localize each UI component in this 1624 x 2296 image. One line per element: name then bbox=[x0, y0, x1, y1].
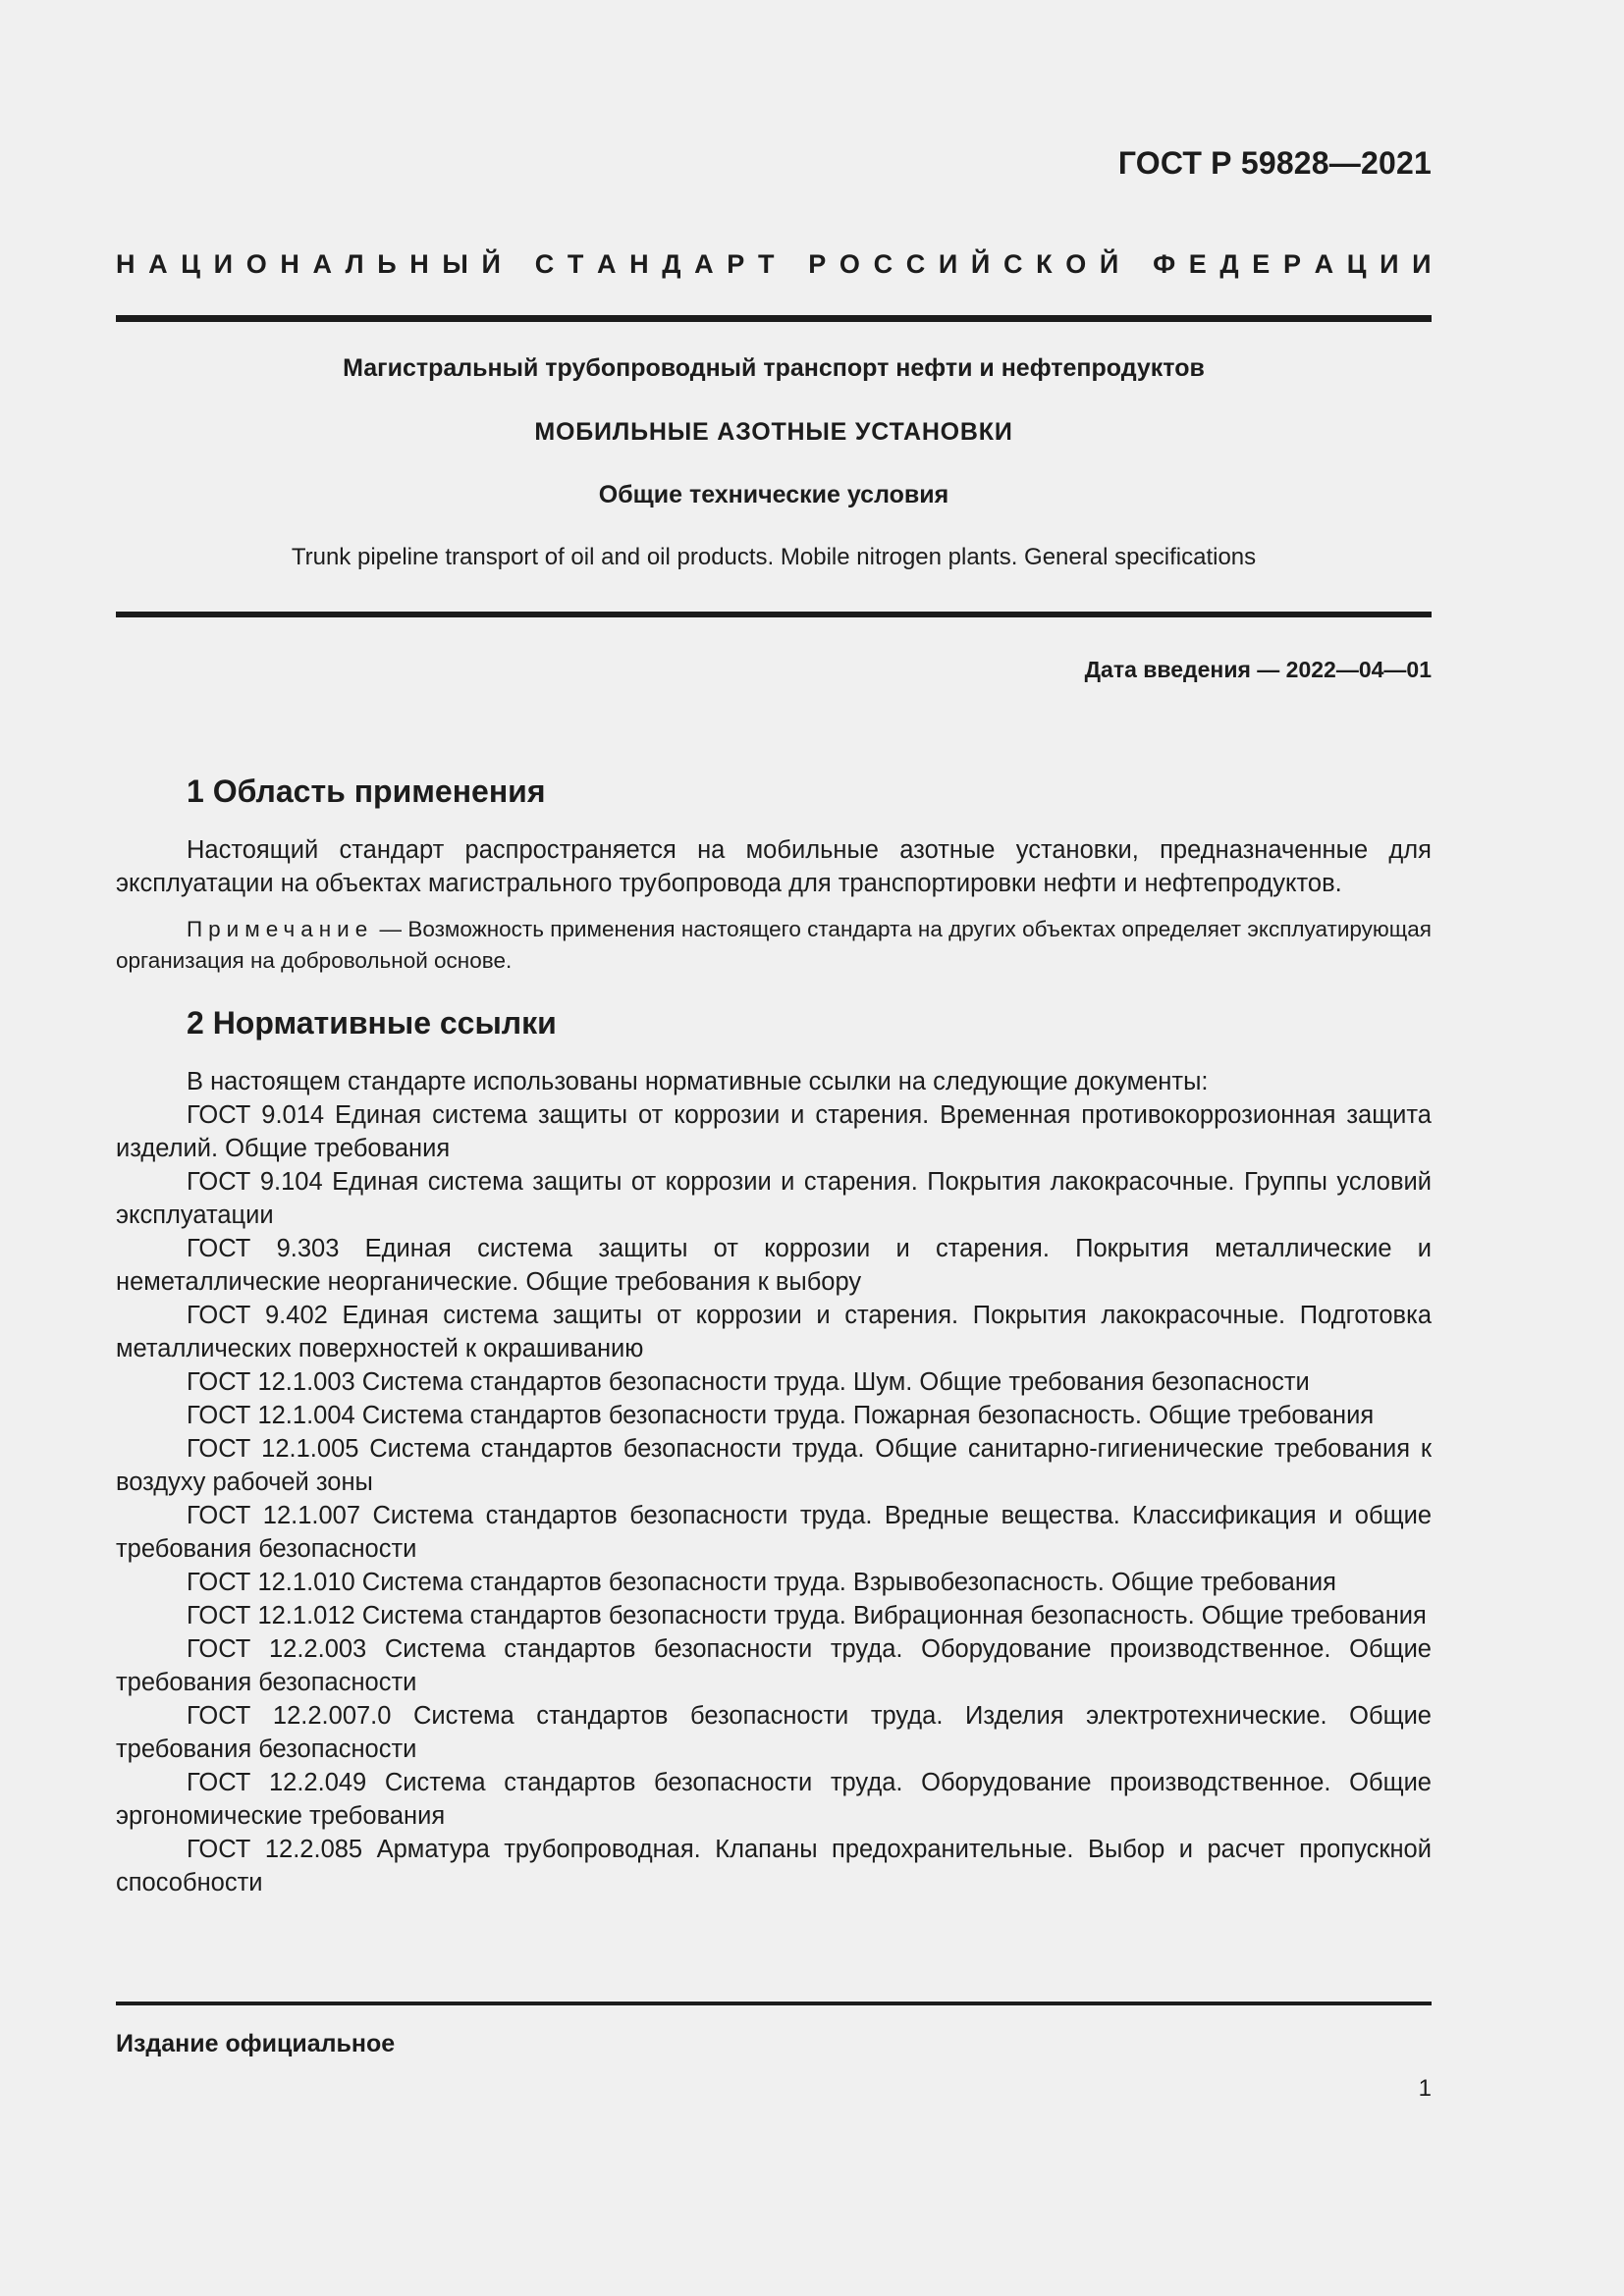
banner-letter: Н bbox=[629, 249, 649, 279]
introduction-date: Дата введения — 2022—04—01 bbox=[1084, 657, 1432, 682]
banner-letter: И bbox=[938, 249, 958, 279]
banner-letter: Ф bbox=[1153, 249, 1176, 279]
document-subject: Магистральный трубопроводный транспорт нефти и нефтепродуктов bbox=[343, 354, 1205, 382]
document-title: МОБИЛЬНЫЕ АЗОТНЫЕ УСТАНОВКИ bbox=[534, 418, 1013, 446]
document-page bbox=[116, 0, 1432, 2296]
reference-item: ГОСТ 12.1.005 Система стандартов безопасности труда. Общие санитарно-гигиенические требования к воздуху рабочей зоны bbox=[116, 1435, 1432, 1496]
top-rule bbox=[116, 315, 1432, 322]
banner-letter: А bbox=[312, 249, 332, 279]
reference-item: ГОСТ 12.2.007.0 Система стандартов безопасности труда. Изделия электротехнические. Общие требования безопасности bbox=[116, 1702, 1432, 1763]
banner-letter: Н bbox=[116, 249, 135, 279]
banner-letter: А bbox=[596, 249, 617, 279]
banner-word-gap bbox=[787, 249, 795, 280]
banner-letter: Д bbox=[662, 249, 681, 279]
banner-letter: К bbox=[1036, 249, 1053, 279]
reference-item: ГОСТ 12.1.004 Система стандартов безопасности труда. Пожарная безопасность. Общие требования bbox=[187, 1402, 1375, 1429]
banner-letter: Е bbox=[1188, 249, 1207, 279]
banner-letter: А bbox=[694, 249, 714, 279]
banner-letter: Р bbox=[808, 249, 827, 279]
banner-letter: Ы bbox=[442, 249, 468, 279]
references-intro: В настоящем стандарте использованы нормативные ссылки на следующие документы: bbox=[187, 1068, 1209, 1095]
banner-letter: Й bbox=[1099, 249, 1119, 279]
banner-letter: С bbox=[873, 249, 893, 279]
reference-item: ГОСТ 12.1.007 Система стандартов безопасности труда. Вредные вещества. Классификация и общие требования безопасности bbox=[116, 1502, 1432, 1563]
banner-letter: Д bbox=[1219, 249, 1239, 279]
title-rule bbox=[116, 612, 1432, 617]
reference-item: ГОСТ 12.1.003 Система стандартов безопасности труда. Шум. Общие требования безопасности bbox=[187, 1368, 1310, 1396]
banner-letter: И bbox=[1380, 249, 1399, 279]
banner-letter: Ь bbox=[377, 249, 397, 279]
page-number: 1 bbox=[1418, 2075, 1432, 2102]
banner-word-gap bbox=[1132, 249, 1140, 280]
section-2-heading: 2 Нормативные ссылки bbox=[187, 1005, 557, 1041]
reference-item: ГОСТ 9.014 Единая система защиты от коррозии и старения. Временная противокоррозионная защита изделий. Общие требования bbox=[116, 1101, 1432, 1162]
banner-letter: Н bbox=[409, 249, 429, 279]
reference-item: ГОСТ 12.1.012 Система стандартов безопасности труда. Вибрационная безопасность. Общие требования bbox=[187, 1602, 1427, 1629]
reference-item: ГОСТ 12.1.010 Система стандартов безопасности труда. Взрывобезопасность. Общие требования bbox=[187, 1569, 1336, 1596]
scope-note bbox=[116, 914, 1432, 977]
banner-word-gap bbox=[514, 249, 522, 280]
banner-letter: Т bbox=[567, 249, 584, 279]
banner-letter: Л bbox=[345, 249, 364, 279]
document-subtitle: Общие технические условия bbox=[598, 481, 949, 508]
reference-item: ГОСТ 12.2.003 Система стандартов безопасности труда. Оборудование производственное. Общие требования безопасности bbox=[116, 1635, 1432, 1696]
banner-letter: Е bbox=[1252, 249, 1271, 279]
note-label: Примечание bbox=[187, 917, 374, 941]
banner-letter: Т bbox=[757, 249, 775, 279]
banner-letter: О bbox=[245, 249, 267, 279]
references-list bbox=[116, 1098, 1432, 1899]
english-title: Trunk pipeline transport of oil and oil products. Mobile nitrogen plants. General specifications bbox=[291, 544, 1257, 570]
reference-item: ГОСТ 12.2.049 Система стандартов безопасности труда. Оборудование производственное. Общие эргономические требования bbox=[116, 1769, 1432, 1830]
banner-letter: Ц bbox=[181, 249, 201, 279]
footer-rule bbox=[116, 2002, 1432, 2005]
scope-paragraph: Настоящий стандарт распространяется на мобильные азотные установки, предназначенные для эксплуатации на объектах магистрального трубопровода для транспортировки нефти и нефтепродуктов. bbox=[116, 836, 1432, 897]
banner-letter: О bbox=[839, 249, 860, 279]
banner-letter: И bbox=[1412, 249, 1432, 279]
reference-item: ГОСТ 9.104 Единая система защиты от коррозии и старения. Покрытия лакокрасочные. Группы условий эксплуатации bbox=[116, 1168, 1432, 1229]
banner-letter: С bbox=[1002, 249, 1023, 279]
reference-item: ГОСТ 9.303 Единая система защиты от коррозии и старения. Покрытия металлические и неметаллические неорганические. Общие требования к выбору bbox=[116, 1235, 1432, 1296]
section-1-heading: 1 Область применения bbox=[187, 774, 546, 809]
banner-letter: О bbox=[1065, 249, 1087, 279]
banner-letter: И bbox=[213, 249, 234, 279]
note-text: — Возможность применения настоящего стандарта на других объектах определяет эксплуатирующая организация на добровольной основе. bbox=[116, 917, 1432, 973]
national-standard-banner bbox=[116, 249, 1432, 280]
banner-letter: С bbox=[534, 249, 555, 279]
banner-letter: Й bbox=[481, 249, 501, 279]
document-number: ГОСТ Р 59828—2021 bbox=[1117, 145, 1432, 181]
banner-letter: А bbox=[1314, 249, 1334, 279]
banner-letter: Ц bbox=[1346, 249, 1367, 279]
banner-letter: А bbox=[148, 249, 168, 279]
banner-letter: Р bbox=[1282, 249, 1301, 279]
reference-item: ГОСТ 9.402 Единая система защиты от коррозии и старения. Покрытия лакокрасочные. Подготовка металлических поверхностей к окрашиванию bbox=[116, 1302, 1432, 1362]
official-edition-label: Издание официальное bbox=[116, 2030, 396, 2057]
banner-letter: Н bbox=[280, 249, 299, 279]
banner-letter: С bbox=[905, 249, 926, 279]
banner-letter: Р bbox=[727, 249, 745, 279]
reference-item: ГОСТ 12.2.085 Арматура трубопроводная. Клапаны предохранительные. Выбор и расчет пропускной способности bbox=[116, 1836, 1432, 1896]
banner-letter: Й bbox=[970, 249, 991, 279]
